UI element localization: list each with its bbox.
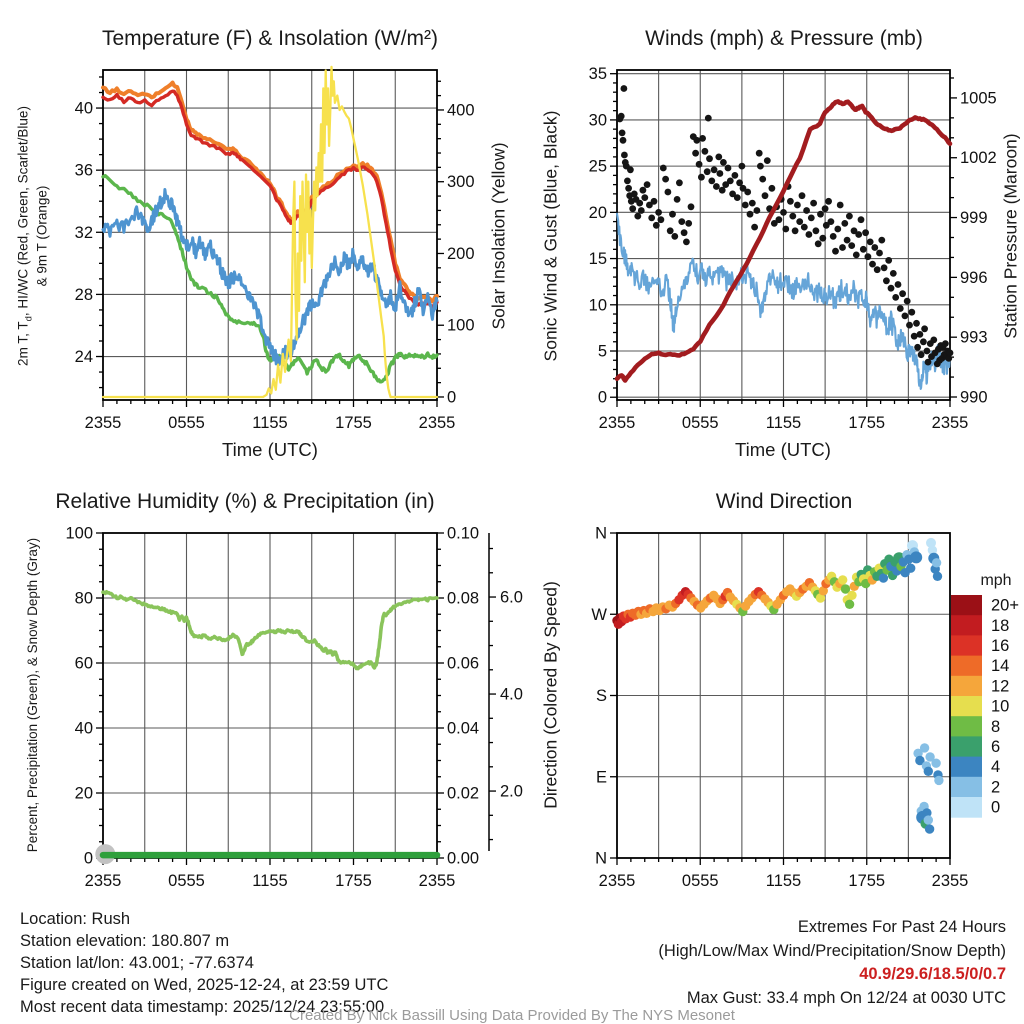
tick-label: 0555 [681,414,719,432]
tick-label: 24 [74,348,93,367]
chart-title-winds: Winds (mph) & Pressure (mb) [645,27,923,50]
tick-label: 200 [447,244,475,263]
tick-label: 100 [447,316,475,335]
tick-label: 2355 [598,872,636,890]
tick-label: 20 [74,784,93,803]
tick-label: 0.00 [447,849,480,868]
tick-label: 2355 [598,414,636,432]
speed-colorbar [951,595,1019,818]
tick-label: S [595,687,607,705]
tick-label: 2355 [418,872,456,890]
tick-label: 4.0 [500,685,523,704]
figure-created-line: Figure created on Wed, 2025-12-24, at 23:59 UTC [20,976,389,994]
tick-label: 1155 [765,414,802,432]
tick-label: 993 [960,328,988,347]
tick-label: 0555 [681,872,719,890]
extremes-title: Extremes For Past 24 Hours [797,918,1006,936]
extremes-values: 40.9/29.6/18.5/0/0.7 [859,965,1006,984]
tick-label: 1005 [960,89,997,108]
tick-label: 5 [597,342,607,361]
colorbar-label: 2 [991,778,1001,797]
tick-label: 996 [960,268,988,287]
elevation-line: Station elevation: 180.807 m [20,932,230,950]
tick-label: 6.0 [500,588,523,607]
direction-y-axis-label: Direction (Colored By Speed) [540,581,561,809]
extremes-info [658,916,1006,1011]
tick-label: 1155 [252,414,288,432]
tick-label: N [595,849,607,868]
tick-label: 40 [74,719,93,738]
series-direction-by-speed [612,538,943,834]
chart-humidity-precip [65,525,522,891]
temperature-y-axis-label: 2m T, $T_d$, HI/WC (Red, Green, Scarlet/Blue) & 9m T (Orange) [15,106,50,366]
recent-data-line: Most recent data timestamp: 2025/12/24 23:55:00 [20,998,385,1016]
tick-label: 0.04 [447,719,480,738]
tick-label: 30 [588,111,607,130]
time-axis-label-right: Time (UTC) [735,439,831,460]
colorbar-label: 8 [991,717,1001,736]
colorbar-label: 4 [991,758,1001,777]
tick-label: 1755 [848,872,886,890]
chart-temperature-insolation [75,67,475,432]
tick-label: 25 [588,157,607,176]
tick-label: 36 [74,161,93,180]
colorbar-label: 16 [991,637,1010,655]
credit-line: Created By Nick Bassill Using Data Provided By The NYS Mesonet [289,1007,735,1024]
tick-label: 1755 [335,872,372,890]
wind-gust-y-axis-label: Sonic Wind & Gust (Blue, Black) [540,110,561,362]
tick-label: 2355 [84,414,122,432]
tick-label: 0555 [168,414,205,432]
tick-label: 400 [447,101,475,120]
tick-label: 100 [65,524,93,543]
colorbar-label: 10 [991,697,1010,716]
tick-label: 32 [74,223,93,242]
tick-label: 28 [74,285,93,304]
tick-label: E [595,768,607,787]
tick-label: 1755 [848,414,886,432]
tick-label: 1755 [335,414,372,432]
tick-label: 1002 [960,149,997,168]
colorbar-label: 6 [991,738,1001,756]
tick-label: 2355 [418,414,456,432]
pressure-y-axis-label: Station Pressure (Maroon) [1000,133,1021,339]
chart-wind-direction [591,525,1019,891]
tick-label: 1155 [765,872,802,890]
tick-label: 990 [960,388,988,407]
insolation-y-axis-label: Solar Insolation (Yellow) [488,142,509,330]
tick-label: 2355 [931,414,969,432]
colorbar-title: mph [980,572,1012,589]
tick-label: 0.10 [447,524,480,543]
tick-label: 0.02 [447,784,480,803]
tick-label: 0.06 [447,654,480,673]
tick-label: 0.08 [447,589,480,608]
tick-label: 0 [597,388,607,407]
tick-label: 40 [74,99,93,118]
chart-title-temperature: Temperature (F) & Insolation (W/m²) [101,27,439,50]
humidity-y-axis-label: Percent, Precipitation (Green), & Snow Depth (Gray) [25,537,41,853]
tick-label: W [591,605,607,624]
extremes-subtitle: (High/Low/Max Wind/Precipitation/Snow Depth) [658,941,1006,960]
tick-label: 0 [447,388,457,407]
time-axis-label-left: Time (UTC) [222,439,318,460]
station-info [20,908,388,1018]
colorbar-label: 20+ [991,596,1019,615]
colorbar-label: 14 [991,657,1010,676]
tick-label: 2.0 [500,782,523,801]
tick-label: 2355 [931,872,969,890]
tick-label: 2355 [84,872,122,890]
chart-title-wind-direction: Wind Direction [715,490,853,513]
tick-label: 10 [588,296,607,315]
chart-winds-pressure [589,65,997,432]
colorbar-label: 0 [991,798,1001,817]
tick-label: 60 [74,654,93,673]
tick-label: 1155 [252,872,288,890]
tick-label: 35 [588,65,607,84]
tick-label: N [595,524,607,543]
tick-label: 0 [83,849,93,868]
tick-label: 0555 [168,872,205,890]
colorbar-label: 18 [991,616,1010,635]
max-gust-line: Max Gust: 33.4 mph On 12/24 at 0030 UTC [686,989,1006,1008]
location-line: Location: Rush [20,910,131,928]
tick-label: 20 [588,203,607,222]
tick-label: 999 [960,209,988,228]
tick-label: 80 [74,589,93,608]
latlon-line: Station lat/lon: 43.001; -77.6374 [20,954,254,972]
tick-label: 300 [447,173,475,192]
colorbar-label: 12 [991,677,1010,696]
chart-title-humidity: Relative Humidity (%) & Precipitation (in) [55,490,435,513]
tick-label: 15 [588,250,607,269]
